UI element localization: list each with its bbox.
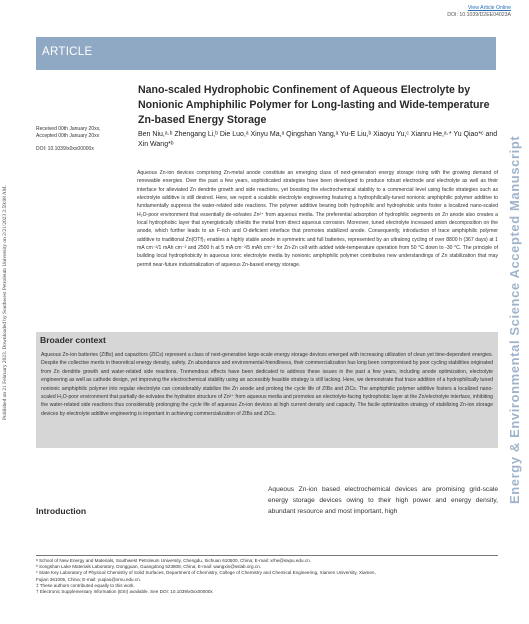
accepted-date: Accepted 00th January 20xx	[36, 133, 100, 139]
footnote: † Electronic Supplementary Information (ESI) available. See DOI: 10.1039/x0xx00000x	[36, 589, 213, 595]
meta-doi: DOI: 10.1039/x0xx00000x	[36, 146, 94, 152]
broader-context-text: Aqueous Zn-ion batteries (ZIBs) and capacitors (ZICs) represent a class of next-generation large-scale energy storage devices emerged with increasing utilization of clean yet time-dependent energies. Despite the collective merits in theoretical energy density, safety, Zn abundance and environmental-friendliness, their commercialization has long been compromised by poor cycling stabilities originated from Zn dendrite growth and water-related side reactions. Tremendous effects have been dedicated to address these issues in the past a few years, including anode optimization, electrolyte engineering as well as cathode design, yet improving the electrochemical stability using an accessibly feasible strategy is still lacking. Here, we demonstrate that trace addition of a hydrophilically tuned nonionic amphiphilic polymer into regular electrolyte can considerably stabilize the Zn anode and prolong the cycle life of ZIBs and ZICs. The amphiphilic polymer additive fosters a localized nano-scaled H₂O-poor environment that partially de-solvates the hydration structure of Zn²⁺ from aqueous media and promotes an electrolyte-facing hydrophobic layer at the Zn/electrolyte interface, inhibiting the water-related side reactions thus considerably prolonging the cycle life of aqueous Zn-ion devices at high current density and capacity. The facile optimization strategy of stabilizing Zn-ion storage devices by electrolyte additive engineering is important in achieving commercialization of ZIBs and ZICs.	[41, 352, 494, 417]
introduction-heading: Introduction	[36, 506, 87, 516]
article-banner	[36, 37, 496, 70]
footnote: ᵇ Songshan Lake Materials Laboratory, Dongguan, Guangdong 523808, China; E-mail: wangxin@sslab.org.cn.	[36, 564, 261, 570]
article-title: Nano-scaled Hydrophobic Confinement of Aqueous Electrolyte by Nonionic Amphiphilic Polymer for Long-lasting and Wide-temperature Zn-based Energy Storage	[138, 84, 490, 126]
view-article-online-link[interactable]: View Article Online	[467, 5, 511, 11]
broader-context-box	[36, 332, 498, 448]
footnote: ᶜ State Key Laboratory of Physical Chemistry of Solid Surfaces, Department of Chemistry, College of Chemistry and Chemical Engineering, Xiamen University, Xiamen,	[36, 570, 376, 576]
footnote: ᵃ School of New Energy and Materials, Southwest Petroleum University, Chengdu, Sichuan 610500, China; E-mail: xrhe@swpu.edu.cn.	[36, 558, 311, 563]
footnote: Fujian 361005, China; E-mail: yuqiao@xmu.edu.cn.	[36, 576, 142, 582]
doi-header: DOI: 10.1039/D2EE04023A	[447, 12, 511, 18]
received-date: Received 00th January 20xx,	[36, 126, 101, 132]
broader-context-heading: Broader context	[40, 335, 106, 345]
footnote-divider	[36, 555, 498, 556]
footnotes	[36, 558, 498, 595]
top-links	[447, 5, 511, 19]
introduction-text: Aqueous Zn-ion based electrochemical devices are promising grid-scale energy storage devices owing to their high power and energy density, abundant resource and most important, high	[268, 486, 498, 515]
accepted-manuscript-watermark: Energy & Environmental Science Accepted Manuscript	[507, 135, 522, 505]
article-meta	[36, 126, 100, 153]
article-banner-label: ARTICLE	[42, 46, 93, 58]
abstract: Aqueous Zn-ion devices comprising Zn-metal anode constitute an emerging class of next-generation energy storage rising with the growing demand of renewable energies. Over the past a few years, sophisticated strategies have been developed to produce robust electrode and electrolyte as well as their interface for alleviated Zn dendrite growth and side reactions, yet boosting the electrochemical stability to a commercial level using facile strategies such as electrolyte additive is still desired. Here, we report a scalable electrolyte engineering featuring a hydrophilically-tuned nonionic amphiphilic polymer additive to fundamentally suppress the water-related side reactions. The polymer additive bearing both hydrophilic and hydrophobic units foster a localized nano-scaled H₂O-poor environment that essentially de-solvates Zn²⁺ from aqueous media. The preferential adsorption of hydrophilic segments on Zn anode also creates a local hydrophobic layer that synergistically shields the metal from direct aqueous corrosion. Moreover, tuned electrolyte increased anion decomposition on the anode, which further leads to an F-rich and O-deficient interface that promotes stabilized anode. Consequently, introduction of trace amphiphilic polymer additive to traditional Zn(OTf)₂ enables a highly stable anode in symmetric and full batteries, represented by an ultralong cycling of over 8800 h (367 days) at 1 mA cm⁻²/1 mAh cm⁻² and 2500 h at 5 mA cm⁻²/5 mAh cm⁻² for Zn-Zn cell with added wide-temperature operation from 50 °C down to -30 °C. The principle of building local hydrophobicity in aqueous ionic electrolyte media by nonionic amphiphilic polymer contributes new understandings of Zn stabilization that may permit near-future industrialization of aqueous Zn-based energy storage.	[137, 170, 498, 268]
publication-watermark: Published on 21 February 2023. Downloaded by Southwest Petroleum University on 2/21/2023 2:59:08 AM.	[2, 185, 8, 420]
footnote: ‡ These authors contributed equally to this work.	[36, 582, 135, 588]
author-list: Ben Niu,ᵃ·ᵇ Zhengang Li,ᵇ Die Luo,ᵃ Xinyu Ma,ᵃ Qingshan Yang,ᵃ Yu-E Liu,ᵇ Xiaoyu Yu,ᶜ Xianru He,ᵃ·* Yu Qiao*ᶜ and Xin Wang*ᵇ	[138, 131, 498, 148]
